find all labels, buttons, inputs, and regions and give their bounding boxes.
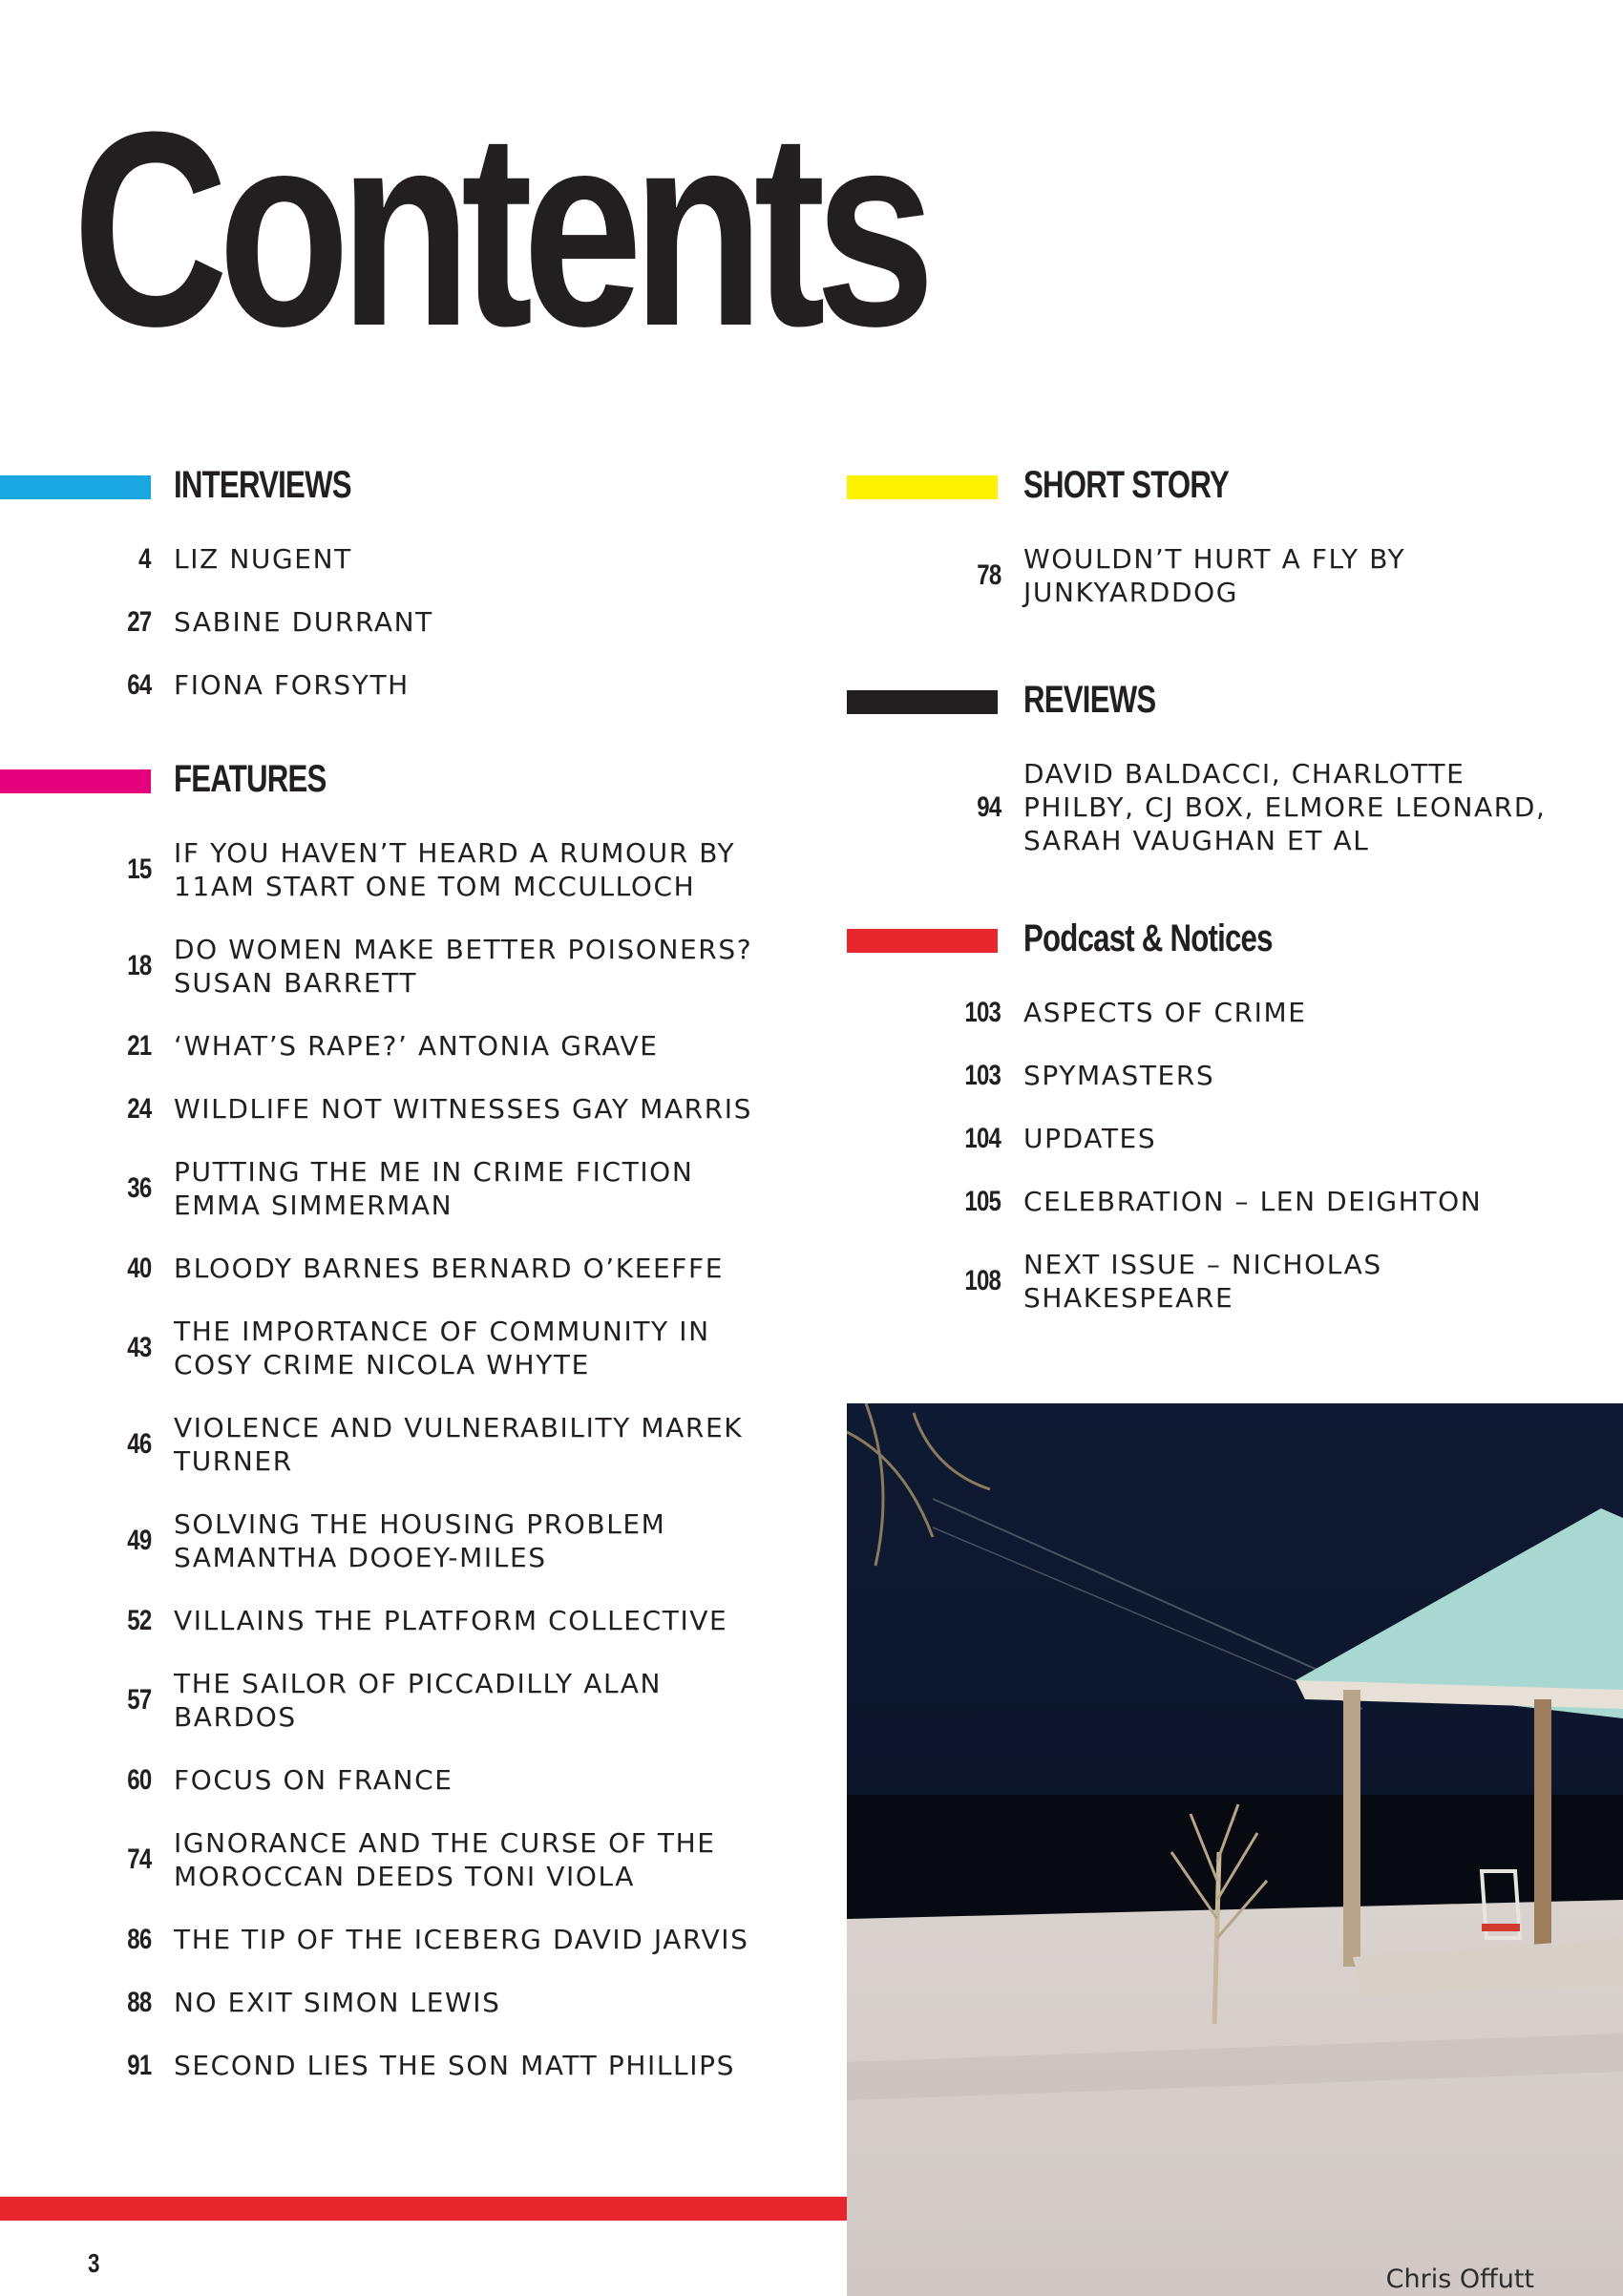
toc-entry[interactable] [126, 1923, 785, 1956]
entry-page-number: 21 [126, 1029, 151, 1062]
entry-page-number: 49 [126, 1525, 151, 1556]
entry-title: DO WOMEN MAKE BETTER POISONERS? SUSAN BARRETT [174, 934, 753, 999]
entry-title: ‘WHAT’S RAPE?’ ANTONIA GRAVE [174, 1030, 659, 1062]
section-color-bar [847, 929, 998, 953]
entry-list [126, 836, 785, 2082]
entry-page-number: 91 [126, 2049, 151, 2081]
section-color-bar [847, 475, 998, 499]
toc-entry[interactable] [126, 668, 785, 702]
entry-page-number: 74 [126, 1843, 151, 1875]
entry-page-number: 86 [126, 1923, 151, 1955]
entry-list [976, 542, 1558, 609]
entry-page-number: 104 [964, 1122, 1001, 1154]
toc-entry[interactable] [126, 933, 785, 1000]
toc-entry[interactable] [964, 1185, 1558, 1218]
toc-entry[interactable] [126, 1507, 785, 1574]
entry-title: IGNORANCE AND THE CURSE OF THE MOROCCAN DEEDS TONI VIOLA [174, 1827, 716, 1892]
entry-page-number: 57 [126, 1684, 151, 1716]
toc-entry[interactable] [138, 542, 785, 576]
toc-entry[interactable] [964, 1059, 1558, 1092]
entry-title: THE TIP OF THE ICEBERG DAVID JARVIS [174, 1924, 749, 1955]
section-interviews [126, 456, 785, 731]
entry-page-number: 105 [964, 1185, 1001, 1217]
toc-entry[interactable] [126, 605, 785, 639]
entry-page-number: 108 [964, 1265, 1001, 1296]
section-heading: Podcast & Notices [1023, 917, 1273, 959]
section-heading: SHORT STORY [1023, 464, 1230, 506]
photo-credit: Chris Offutt [1385, 2264, 1534, 2294]
entry-page-number: 88 [126, 1986, 151, 2018]
entry-title: PUTTING THE ME IN CRIME FICTION EMMA SIMMERMAN [174, 1156, 694, 1221]
section-features [126, 750, 785, 2112]
entry-title: SPYMASTERS [1023, 1060, 1215, 1091]
section-podcast-notices [964, 910, 1558, 1344]
entry-title: FIONA FORSYTH [174, 669, 410, 701]
entry-title: BLOODY BARNES BERNARD O’KEEFFE [174, 1253, 725, 1284]
toc-entry[interactable] [126, 836, 785, 903]
entry-page-number: 60 [126, 1763, 151, 1796]
toc-entry[interactable] [126, 1252, 785, 1285]
entry-page-number: 94 [976, 790, 1001, 823]
entry-page-number: 103 [964, 1059, 1001, 1091]
toc-entry[interactable] [126, 1604, 785, 1637]
entry-page-number: 4 [138, 542, 151, 575]
section-color-bar [0, 475, 151, 499]
entry-page-number: 52 [126, 1604, 151, 1636]
entry-page-number: 103 [964, 996, 1001, 1028]
entry-page-number: 24 [126, 1092, 151, 1125]
toc-entry[interactable] [976, 542, 1558, 609]
section-heading: FEATURES [174, 758, 327, 800]
section-heading: INTERVIEWS [174, 464, 351, 506]
entry-list [964, 996, 1558, 1315]
toc-entry[interactable] [126, 1763, 785, 1797]
toc-entry[interactable] [126, 1826, 785, 1893]
section-heading: REVIEWS [1023, 679, 1156, 721]
toc-entry[interactable] [126, 1092, 785, 1126]
entry-title: UPDATES [1023, 1123, 1157, 1154]
cover-photo [847, 1403, 1623, 2296]
entry-title: VILLAINS THE PLATFORM COLLECTIVE [174, 1605, 728, 1636]
entry-title: THE SAILOR OF PICCADILLY ALAN BARDOS [174, 1668, 663, 1733]
toc-entry[interactable] [126, 1155, 785, 1222]
entry-title: SECOND LIES THE SON MATT PHILLIPS [174, 2050, 735, 2081]
entry-page-number: 27 [126, 605, 151, 638]
toc-entry[interactable] [976, 757, 1558, 857]
entry-page-number: 43 [126, 1332, 151, 1363]
section-short-story [976, 456, 1558, 639]
entry-title: CELEBRATION – LEN DEIGHTON [1023, 1186, 1483, 1217]
section-color-bar [847, 690, 998, 714]
toc-entry[interactable] [126, 1029, 785, 1063]
toc-entry[interactable] [126, 2049, 785, 2082]
section-color-bar [0, 769, 151, 793]
entry-title: WILDLIFE NOT WITNESSES GAY MARRIS [174, 1093, 752, 1125]
section-reviews [976, 671, 1558, 887]
toc-entry[interactable] [126, 1411, 785, 1478]
toc-entry[interactable] [126, 1667, 785, 1734]
entry-title: DAVID BALDACCI, CHARLOTTE PHILBY, CJ BOX, ELMORE LEONARD, SARAH VAUGHAN ET AL [1023, 758, 1547, 856]
entry-title: SOLVING THE HOUSING PROBLEM SAMANTHA DOOEY-MILES [174, 1508, 666, 1573]
entry-title: SABINE DURRANT [174, 606, 433, 638]
entry-title: IF YOU HAVEN’T HEARD A RUMOUR BY 11AM START ONE TOM MCCULLOCH [174, 837, 736, 902]
entry-title: NEXT ISSUE – NICHOLAS SHAKESPEARE [1023, 1249, 1382, 1314]
entry-list [976, 757, 1558, 857]
entry-title: ASPECTS OF CRIME [1023, 997, 1307, 1028]
entry-page-number: 46 [126, 1428, 151, 1460]
page-title: Contents [73, 74, 925, 384]
entry-page-number: 15 [126, 853, 151, 885]
entry-page-number: 64 [126, 668, 151, 701]
toc-entry[interactable] [964, 996, 1558, 1029]
entry-title: LIZ NUGENT [174, 543, 352, 575]
entry-title: VIOLENCE AND VULNERABILITY MAREK TURNER [174, 1412, 744, 1477]
entry-title: NO EXIT SIMON LEWIS [174, 1987, 501, 2018]
page-number: 3 [88, 2248, 100, 2278]
toc-entry[interactable] [964, 1122, 1558, 1155]
entry-title: WOULDN’T HURT A FLY BY JUNKYARDDOG [1023, 543, 1406, 608]
entry-list [126, 542, 785, 702]
entry-page-number: 18 [126, 950, 151, 981]
bottom-color-bar [0, 2197, 847, 2221]
entry-title: THE IMPORTANCE OF COMMUNITY IN COSY CRIME NICOLA WHYTE [174, 1316, 710, 1380]
toc-entry[interactable] [126, 1315, 785, 1381]
toc-entry[interactable] [964, 1248, 1558, 1315]
entry-page-number: 78 [976, 559, 1001, 591]
porch-post [1343, 1690, 1360, 1967]
entry-page-number: 36 [126, 1172, 151, 1204]
entry-page-number: 40 [126, 1252, 151, 1284]
toc-entry[interactable] [126, 1986, 785, 2019]
entry-title: FOCUS ON FRANCE [174, 1764, 453, 1796]
